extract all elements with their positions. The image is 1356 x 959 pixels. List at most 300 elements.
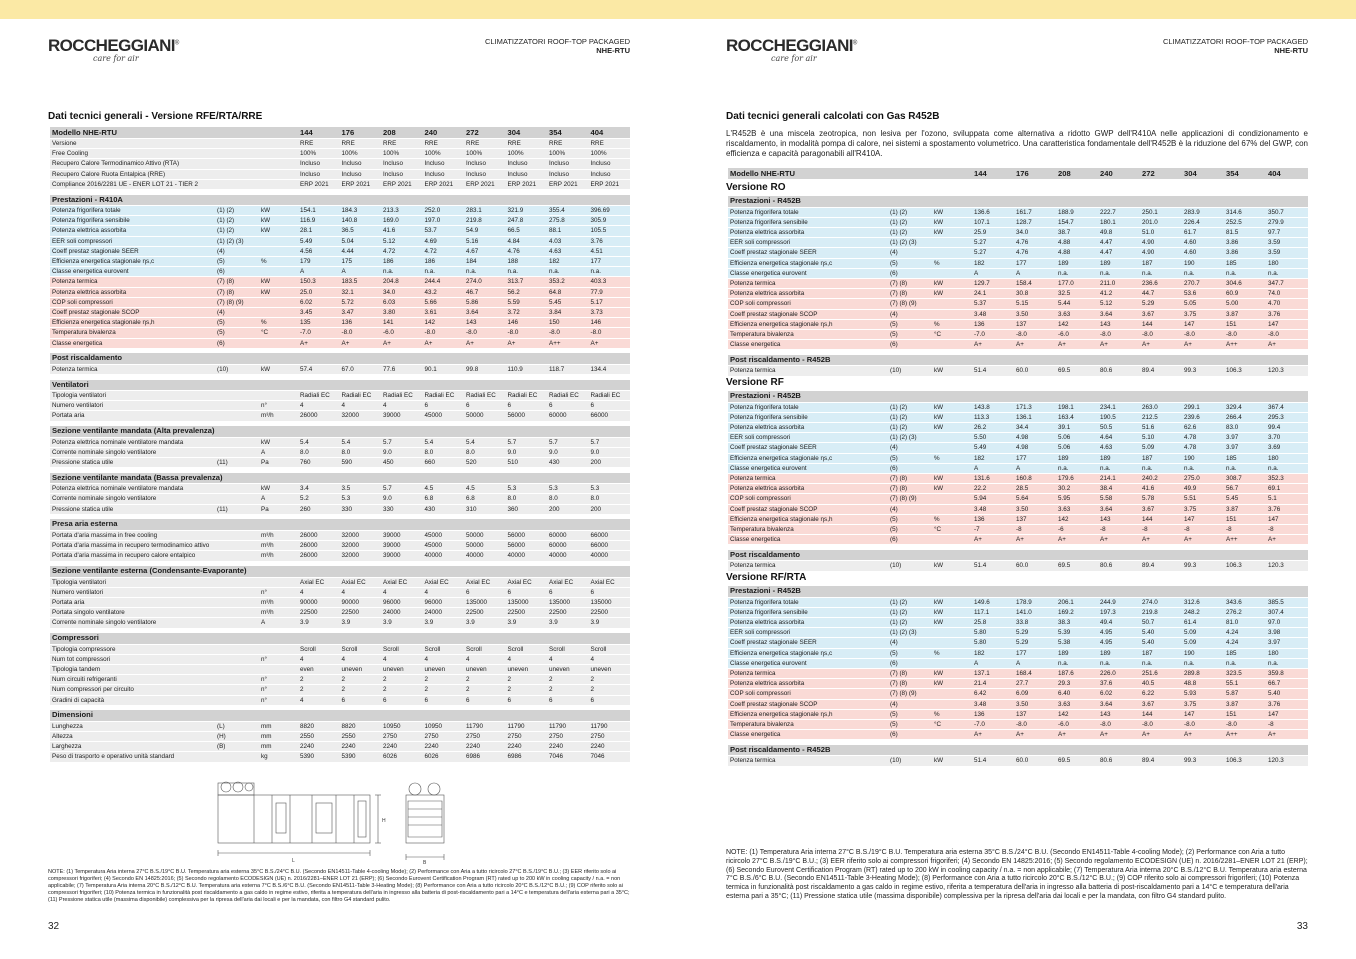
value-cell: 3.87 xyxy=(1224,504,1266,514)
note-ref xyxy=(215,494,259,504)
unit-cell: kW xyxy=(932,366,972,376)
value-cell: -8 xyxy=(1266,524,1308,534)
value-cell: even xyxy=(298,664,340,674)
value-cell: 32.5 xyxy=(1056,289,1098,299)
table-row xyxy=(50,530,630,540)
model-cell xyxy=(932,168,972,180)
value-cell: 34.0 xyxy=(1014,227,1056,237)
value-cell: 66000 xyxy=(589,411,631,421)
value-cell: -8.0 xyxy=(340,328,382,338)
value-cell: 5.09 xyxy=(1140,443,1182,453)
row-label: Classe energetica eurovent xyxy=(728,268,888,278)
note-ref: (7) (8) xyxy=(888,278,932,288)
table-row xyxy=(50,159,630,169)
value-cell: 90000 xyxy=(340,597,382,607)
value-cell: 100% xyxy=(298,149,340,159)
value-cell: RRE xyxy=(589,139,631,149)
value-cell: 6 xyxy=(464,401,506,411)
value-cell: Scroll xyxy=(506,644,548,654)
value-cell: 5.58 xyxy=(1098,494,1140,504)
unit-cell xyxy=(932,238,972,248)
group-header-row xyxy=(50,633,630,644)
value-cell: 2240 xyxy=(423,742,465,752)
version-ro-table xyxy=(728,196,1308,377)
value-cell: 6.02 xyxy=(298,297,340,307)
value-cell: 60.0 xyxy=(1014,756,1056,766)
table-row xyxy=(728,238,1308,248)
version-ro-title: Versione RO xyxy=(726,182,786,193)
page-header-right xyxy=(1163,37,1308,55)
value-cell: 154.1 xyxy=(298,206,340,216)
row-label: COP soli compressori xyxy=(50,297,215,307)
value-cell: 135000 xyxy=(506,597,548,607)
value-cell: 8820 xyxy=(340,721,382,731)
row-label: Classe energetica xyxy=(728,730,888,740)
value-cell: 3.97 xyxy=(1266,638,1308,648)
value-cell: 5.64 xyxy=(1014,494,1056,504)
value-cell: 96000 xyxy=(423,597,465,607)
table-row xyxy=(50,246,630,256)
value-cell: 3.64 xyxy=(1098,309,1140,319)
note-ref: (5) xyxy=(888,319,932,329)
value-cell: 90000 xyxy=(298,597,340,607)
unit-cell: kW xyxy=(932,679,972,689)
group-title: Post riscaldamento xyxy=(50,353,630,364)
value-cell: ERP 2021 xyxy=(589,179,631,189)
value-cell: 100% xyxy=(464,149,506,159)
right-model-header xyxy=(728,168,1308,180)
group-header-row xyxy=(728,586,1308,597)
header-line2-right: NHE-RTU xyxy=(1274,46,1308,55)
value-cell: 5.38 xyxy=(1056,638,1098,648)
row-label: Potenza elettrica assorbita xyxy=(728,679,888,689)
value-cell: 189 xyxy=(1056,648,1098,658)
value-cell: 239.6 xyxy=(1182,412,1224,422)
table-row xyxy=(50,206,630,216)
note-ref: (7) (8) xyxy=(888,473,932,483)
brand-reg-right: ® xyxy=(852,40,857,47)
value-cell: 367.4 xyxy=(1266,402,1308,412)
unit-cell: n° xyxy=(259,695,298,705)
value-cell: 3.48 xyxy=(972,504,1014,514)
value-cell: 26000 xyxy=(298,541,340,551)
note-ref: (5) xyxy=(888,648,932,658)
note-ref xyxy=(215,127,259,139)
value-cell: 5.29 xyxy=(1014,628,1056,638)
value-cell: 450 xyxy=(381,458,423,468)
value-cell: A+ xyxy=(423,338,465,348)
value-cell: 5.4 xyxy=(423,437,465,447)
row-label: Potenza elettrica assorbita xyxy=(728,617,888,627)
row-label: Efficienza energetica stagionale ηs,h xyxy=(728,319,888,329)
value-cell: 4 xyxy=(423,587,465,597)
unit-cell: kW xyxy=(259,216,298,226)
unit-cell xyxy=(259,664,298,674)
value-cell: 6 xyxy=(381,695,423,705)
row-label: Portata d'aria massima in recupero termodinamico attivo xyxy=(50,541,215,551)
value-cell: 283.1 xyxy=(464,206,506,216)
value-cell: 8.0 xyxy=(589,494,631,504)
value-cell: 5.7 xyxy=(381,437,423,447)
value-cell: 4 xyxy=(298,695,340,705)
value-cell: 186 xyxy=(423,257,465,267)
note-ref: (7) (8) xyxy=(888,668,932,678)
value-cell: 45000 xyxy=(423,411,465,421)
unit-cell: n° xyxy=(259,587,298,597)
value-cell: Incluso xyxy=(381,169,423,179)
row-label: Corrente nominale singolo ventilatore xyxy=(50,618,215,628)
unit-cell: n° xyxy=(259,685,298,695)
value-cell: A+ xyxy=(1098,340,1140,350)
value-cell: A+ xyxy=(1182,535,1224,545)
note-ref: (5) xyxy=(888,524,932,534)
row-label: Efficienza energetica stagionale ηs,c xyxy=(728,453,888,463)
value-cell: 55.1 xyxy=(1224,679,1266,689)
value-cell: 5.4 xyxy=(340,437,382,447)
value-cell: 137.1 xyxy=(972,668,1014,678)
value-cell: 360 xyxy=(506,504,548,514)
value-cell: 8.0 xyxy=(298,447,340,457)
value-cell: Incluso xyxy=(298,169,340,179)
row-label: Numero ventilatori xyxy=(50,587,215,597)
value-cell: 169.0 xyxy=(381,216,423,226)
value-cell: Radiali EC xyxy=(506,391,548,401)
value-cell: 37.6 xyxy=(1098,679,1140,689)
value-cell: 4.72 xyxy=(423,246,465,256)
row-label: Modello NHE-RTU xyxy=(50,127,215,139)
value-cell: 32000 xyxy=(340,411,382,421)
value-cell: 146 xyxy=(506,318,548,328)
table-row xyxy=(728,628,1308,638)
note-ref xyxy=(215,447,259,457)
table-row xyxy=(50,328,630,338)
row-label: Temperatura bivalenza xyxy=(728,329,888,339)
unit-cell: A xyxy=(259,447,298,457)
value-cell: 28.1 xyxy=(298,226,340,236)
value-cell: 323.5 xyxy=(1224,668,1266,678)
value-cell: 62.6 xyxy=(1182,422,1224,432)
note-ref: (5) xyxy=(888,329,932,339)
value-cell: 3.61 xyxy=(423,308,465,318)
value-cell: n.a. xyxy=(1224,268,1266,278)
row-label: Potenza elettrica assorbita xyxy=(50,226,215,236)
table-row xyxy=(50,287,630,297)
value-cell: 234.1 xyxy=(1098,402,1140,412)
header-line2: NHE-RTU xyxy=(596,46,630,55)
table-row xyxy=(728,422,1308,432)
value-cell: 118.7 xyxy=(547,364,589,374)
table-row xyxy=(50,458,630,468)
value-cell: 283.9 xyxy=(1182,207,1224,217)
value-cell: -8 xyxy=(1098,524,1140,534)
note-ref: (1) (2) (3) xyxy=(888,433,932,443)
row-label: Potenza frigorifera totale xyxy=(728,597,888,607)
value-cell: 6 xyxy=(423,695,465,705)
value-cell: 39000 xyxy=(381,541,423,551)
row-label: Classe energetica eurovent xyxy=(50,267,215,277)
value-cell: 28.5 xyxy=(1014,484,1056,494)
value-cell: 38.3 xyxy=(1056,617,1098,627)
value-cell: 60000 xyxy=(547,411,589,421)
note-ref xyxy=(215,685,259,695)
row-label: Corrente nominale singolo ventilatore xyxy=(50,494,215,504)
value-cell: 760 xyxy=(298,458,340,468)
value-cell: 244.4 xyxy=(423,277,465,287)
value-cell: 6 xyxy=(589,587,631,597)
value-cell: 4.95 xyxy=(1098,638,1140,648)
value-cell: Radiali EC xyxy=(340,391,382,401)
value-cell: A+ xyxy=(1140,730,1182,740)
group-header-row xyxy=(728,391,1308,402)
value-cell: n.a. xyxy=(1140,658,1182,668)
value-cell: 179.6 xyxy=(1056,473,1098,483)
value-cell: 2 xyxy=(340,685,382,695)
value-cell: 2750 xyxy=(423,731,465,741)
value-cell: 188.9 xyxy=(1056,207,1098,217)
table-row xyxy=(728,514,1308,524)
value-cell: 274.0 xyxy=(464,277,506,287)
unit-cell xyxy=(932,658,972,668)
value-cell: 136.1 xyxy=(1014,412,1056,422)
table-row xyxy=(50,597,630,607)
value-cell: n.a. xyxy=(1266,463,1308,473)
value-cell: 106.3 xyxy=(1224,756,1266,766)
value-cell: 143 xyxy=(464,318,506,328)
value-cell: 248.2 xyxy=(1182,607,1224,617)
row-label: Portata aria xyxy=(50,411,215,421)
value-cell: 26000 xyxy=(298,411,340,421)
value-cell: 5.66 xyxy=(423,297,465,307)
value-cell: 289.8 xyxy=(1182,668,1224,678)
value-cell: 3.4 xyxy=(298,484,340,494)
value-cell: A xyxy=(972,268,1014,278)
value-cell: 4.76 xyxy=(1014,238,1056,248)
value-cell: 7046 xyxy=(547,752,589,762)
table-row xyxy=(50,338,630,348)
value-cell: 40000 xyxy=(464,551,506,561)
value-cell: 3.59 xyxy=(1266,238,1308,248)
value-cell: -6.0 xyxy=(1056,719,1098,729)
value-cell: 51.4 xyxy=(972,561,1014,571)
value-cell: 6 xyxy=(547,587,589,597)
value-cell: 200 xyxy=(547,504,589,514)
value-cell: 3.87 xyxy=(1224,309,1266,319)
unit-cell: °C xyxy=(259,328,298,338)
right-page xyxy=(678,19,1356,959)
value-cell: Incluso xyxy=(547,159,589,169)
value-cell: uneven xyxy=(589,664,631,674)
value-cell: 180.1 xyxy=(1098,217,1140,227)
value-cell: 110.9 xyxy=(506,364,548,374)
note-ref xyxy=(215,179,259,189)
value-cell: 7046 xyxy=(589,752,631,762)
value-cell: 56.2 xyxy=(506,287,548,297)
value-cell: 80.6 xyxy=(1098,366,1140,376)
value-cell: 252.5 xyxy=(1224,217,1266,227)
table-row xyxy=(50,391,630,401)
value-cell: 41.2 xyxy=(1098,289,1140,299)
value-cell: uneven xyxy=(381,664,423,674)
value-cell: 3.72 xyxy=(506,308,548,318)
value-cell: 404 xyxy=(589,127,631,139)
value-cell: 520 xyxy=(464,458,506,468)
value-cell: 25.8 xyxy=(972,617,1014,627)
value-cell: Incluso xyxy=(423,169,465,179)
value-cell: -6.0 xyxy=(1056,329,1098,339)
value-cell: 182 xyxy=(972,258,1014,268)
value-cell: Incluso xyxy=(381,159,423,169)
value-cell: 60000 xyxy=(547,530,589,540)
value-cell: 49.9 xyxy=(1182,484,1224,494)
value-cell: 307.4 xyxy=(1266,607,1308,617)
value-cell: 25.0 xyxy=(298,287,340,297)
value-cell: A xyxy=(1014,463,1056,473)
value-cell: 6 xyxy=(464,587,506,597)
value-cell: 147 xyxy=(1182,709,1224,719)
value-cell: 5.1 xyxy=(1266,494,1308,504)
value-cell: 4.64 xyxy=(1098,433,1140,443)
note-ref: (1) (2) xyxy=(215,216,259,226)
value-cell: n.a. xyxy=(1224,658,1266,668)
value-cell: 27.7 xyxy=(1014,679,1056,689)
note-ref: (1) (2) (3) xyxy=(888,628,932,638)
right-page-number: 33 xyxy=(1296,921,1308,932)
value-cell: 330 xyxy=(381,504,423,514)
value-cell: 39000 xyxy=(381,530,423,540)
note-ref: (7) (8) (9) xyxy=(888,299,932,309)
row-label: Classe energetica xyxy=(50,338,215,348)
value-cell: 5.4 xyxy=(298,437,340,447)
value-cell: n.a. xyxy=(1140,268,1182,278)
value-cell: A++ xyxy=(547,338,589,348)
value-cell: RRE xyxy=(423,139,465,149)
note-ref: (6) xyxy=(888,730,932,740)
group-title: Sezione ventilante mandata (Alta prevalenza) xyxy=(50,426,630,437)
value-cell: 5.09 xyxy=(1182,628,1224,638)
value-cell: n.a. xyxy=(1056,268,1098,278)
value-cell: -8 xyxy=(1224,524,1266,534)
model-header-row xyxy=(50,127,630,139)
row-label: Potenza frigorifera sensibile xyxy=(728,412,888,422)
row-label: Num compressori per circuito xyxy=(50,685,215,695)
table-row xyxy=(50,257,630,267)
value-cell: 3.76 xyxy=(1266,699,1308,709)
value-cell: 169.2 xyxy=(1056,607,1098,617)
note-ref: (1) (2) (3) xyxy=(215,236,259,246)
value-cell: 5.12 xyxy=(1098,299,1140,309)
table-row xyxy=(728,412,1308,422)
value-cell: 2 xyxy=(381,685,423,695)
value-cell: 190.5 xyxy=(1098,412,1140,422)
value-cell: 5.06 xyxy=(1056,433,1098,443)
value-cell: 38.4 xyxy=(1098,484,1140,494)
value-cell: Scroll xyxy=(547,644,589,654)
unit-cell: % xyxy=(932,648,972,658)
value-cell: 90.1 xyxy=(423,364,465,374)
value-cell: 3.9 xyxy=(340,618,382,628)
unit-cell: kW xyxy=(932,412,972,422)
table-row xyxy=(50,437,630,447)
value-cell: 26000 xyxy=(298,530,340,540)
value-cell: 4.88 xyxy=(1056,238,1098,248)
value-cell: 4.98 xyxy=(1014,443,1056,453)
note-ref: (6) xyxy=(215,338,259,348)
value-cell: n.a. xyxy=(547,267,589,277)
row-label: Portata d'aria massima in free cooling xyxy=(50,530,215,540)
table-row xyxy=(50,169,630,179)
value-cell: 60.0 xyxy=(1014,366,1056,376)
value-cell: 4 xyxy=(298,654,340,664)
value-cell: -8 xyxy=(1140,524,1182,534)
unit-cell: m³/h xyxy=(259,608,298,618)
unit-cell xyxy=(259,179,298,189)
value-cell: Scroll xyxy=(589,644,631,654)
brand-logo xyxy=(48,36,179,63)
value-cell: 6.22 xyxy=(1140,689,1182,699)
value-cell: 135000 xyxy=(547,597,589,607)
row-label: Larghezza xyxy=(50,742,215,752)
value-cell: 385.5 xyxy=(1266,597,1308,607)
value-cell: 21.4 xyxy=(972,679,1014,689)
row-label: Potenza frigorifera sensibile xyxy=(728,607,888,617)
table-row xyxy=(728,617,1308,627)
table-row xyxy=(50,731,630,741)
unit-cell xyxy=(259,297,298,307)
unit-cell xyxy=(932,248,972,258)
value-cell: 4 xyxy=(589,654,631,664)
value-cell: 266.4 xyxy=(1224,412,1266,422)
value-cell: 8.0 xyxy=(547,494,589,504)
value-cell: 204.8 xyxy=(381,277,423,287)
value-cell: 343.6 xyxy=(1224,597,1266,607)
value-cell: 39000 xyxy=(381,411,423,421)
group-title: Presa aria esterna xyxy=(50,519,630,530)
value-cell: 150.3 xyxy=(298,277,340,287)
group-header-row xyxy=(728,355,1308,366)
row-label: Potenza frigorifera totale xyxy=(728,402,888,412)
value-cell: 46.7 xyxy=(464,287,506,297)
value-cell: 304.6 xyxy=(1224,278,1266,288)
value-cell: A+ xyxy=(1140,340,1182,350)
unit-cell xyxy=(259,577,298,587)
unit-cell: kW xyxy=(259,484,298,494)
value-cell: 49.8 xyxy=(1098,227,1140,237)
drawing-label-width: B xyxy=(423,860,427,865)
value-cell: 131.6 xyxy=(972,473,1014,483)
value-cell: 56.7 xyxy=(1224,484,1266,494)
row-label: Tipologia ventilatori xyxy=(50,577,215,587)
value-cell: 32000 xyxy=(340,541,382,551)
value-cell: -8.0 xyxy=(1014,719,1056,729)
value-cell: 4 xyxy=(340,587,382,597)
note-ref xyxy=(215,752,259,762)
unit-cell: kW xyxy=(932,597,972,607)
value-cell: A xyxy=(1014,268,1056,278)
row-label: Potenza frigorifera totale xyxy=(728,207,888,217)
value-cell: 3.97 xyxy=(1224,443,1266,453)
unit-cell: kW xyxy=(259,226,298,236)
row-label: Efficienza energetica stagionale ηs,h xyxy=(50,318,215,328)
value-cell: 4.03 xyxy=(547,236,589,246)
value-cell: 34.4 xyxy=(1014,422,1056,432)
value-cell: 5.7 xyxy=(547,437,589,447)
value-cell: 3.67 xyxy=(1140,504,1182,514)
value-cell: 32.1 xyxy=(340,287,382,297)
value-cell: 4 xyxy=(340,401,382,411)
value-cell: 56000 xyxy=(506,411,548,421)
value-cell: 4 xyxy=(464,654,506,664)
value-cell: 250.1 xyxy=(1140,207,1182,217)
